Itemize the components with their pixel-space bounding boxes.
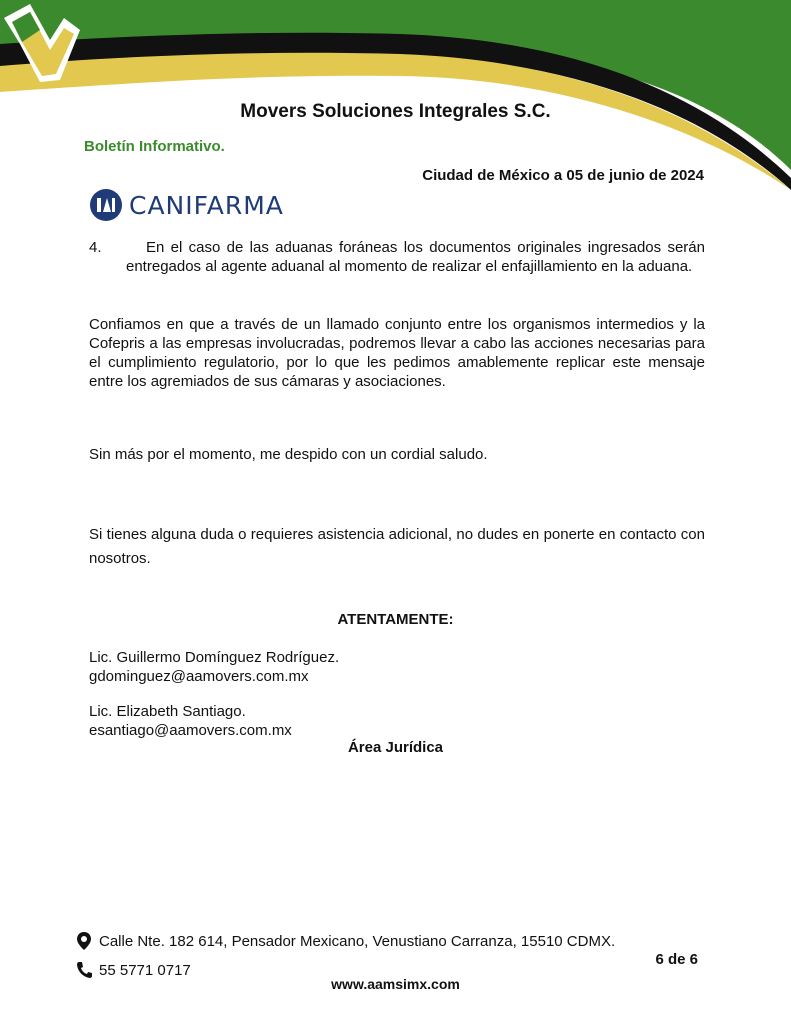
canifarma-logo xyxy=(89,188,284,222)
department-name: Área Jurídica xyxy=(347,739,444,756)
paragraph-cofepris: Confiamos en que a través de un llamado conjunto entre los organismos intermedios y la Cofepris a las empresas involucradas, podremos llevar a cabo las acciones necesarias para el cumplimiento regulatorio, por lo que les pedimos amablemente replicar este mensaje entre los agremiados de sus cámaras y asociaciones. xyxy=(89,316,705,390)
signer-name: Lic. Guillermo Domínguez Rodríguez. xyxy=(89,649,340,666)
list-item-text: En el caso de las aduanas foráneas los documentos originales ingresados serán entregados al agente aduanal al momento de realizar el enfajillamiento en la aduana. xyxy=(126,239,705,275)
footer-address xyxy=(75,931,615,951)
company-name: Movers Soluciones Integrales S.C. xyxy=(240,101,551,122)
signer-email[interactable]: esantiago@aamovers.com.mx xyxy=(89,722,292,739)
phone-text: 55 5771 0717 xyxy=(99,961,191,979)
address-text: Calle Nte. 182 614, Pensador Mexicano, Venustiano Carranza, 15510 CDMX. xyxy=(99,932,616,950)
paragraph-contact: Si tienes alguna duda o requieres asistencia adicional, no dudes en ponerte en contacto con nosotros. xyxy=(89,526,705,567)
bulletin-label: Boletín Informativo. xyxy=(84,138,225,155)
header-swoosh-graphic xyxy=(0,0,791,190)
closing-heading: ATENTAMENTE: xyxy=(337,611,454,628)
canifarma-logo-text: CANIFARMA xyxy=(129,190,284,220)
signer-email[interactable]: gdominguez@aamovers.com.mx xyxy=(89,668,309,685)
signer-name: Lic. Elizabeth Santiago. xyxy=(89,703,246,720)
canifarma-logo-icon xyxy=(89,188,123,222)
date-line: Ciudad de México a 05 de junio de 2024 xyxy=(422,167,704,184)
page-number: 6 de 6 xyxy=(655,951,698,968)
signer-1 xyxy=(89,648,339,686)
location-pin-icon xyxy=(75,931,93,951)
website-link[interactable]: www.aamsimx.com xyxy=(331,976,460,992)
list-item-number: 4. xyxy=(89,239,102,256)
signer-2 xyxy=(89,702,292,740)
paragraph-farewell: Sin más por el momento, me despido con un cordial saludo. xyxy=(89,446,488,463)
list-item-4 xyxy=(89,238,705,276)
